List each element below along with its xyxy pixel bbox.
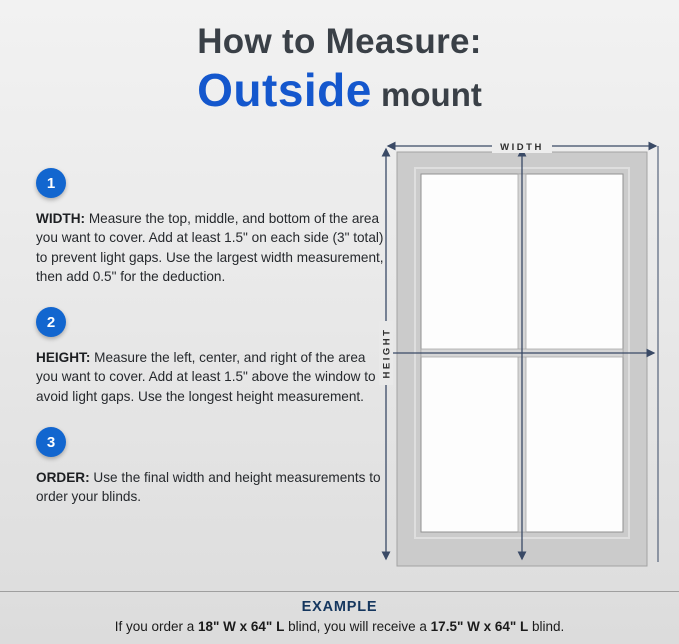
step-1-badge: 1	[36, 168, 66, 198]
width-label: WIDTH	[500, 142, 544, 153]
example-heading: EXAMPLE	[301, 599, 378, 615]
title-accent-outside: Outside	[197, 64, 372, 116]
example-text	[0, 619, 679, 644]
window-measurement-diagram	[372, 128, 672, 588]
width-label-group	[492, 140, 552, 153]
step-2-badge: 2	[36, 307, 66, 337]
page-title	[0, 22, 679, 117]
steps-list	[36, 168, 386, 528]
example-section	[0, 591, 679, 644]
step-1-width	[36, 168, 386, 286]
step-3-text	[36, 468, 386, 507]
title-mount: mount	[371, 76, 482, 113]
step-2-body: Measure the left, center, and right of the area you want to cover. Add at least 1.5" above the window to avoid light gaps. Use the longest height measurement.	[36, 350, 376, 404]
example-prefix: If you order a	[114, 619, 198, 634]
step-1-body: Measure the top, middle, and bottom of the area you want to cover. Add at least 1.5" on each side (3" total) to prevent light gaps. Use the largest width measurement, then add 0.5" for the deduction.	[36, 211, 384, 284]
step-2-text	[36, 348, 386, 406]
height-label: HEIGHT	[381, 327, 393, 379]
example-suffix: blind.	[528, 619, 565, 634]
step-1-label: WIDTH:	[36, 211, 86, 226]
step-3-badge: 3	[36, 427, 66, 457]
height-label-group	[379, 321, 393, 385]
title-line1: How to Measure:	[197, 22, 482, 61]
step-3-label: ORDER:	[36, 470, 90, 486]
title-line2	[0, 63, 679, 117]
step-2-label: HEIGHT:	[36, 350, 91, 366]
step-1-text	[36, 209, 386, 286]
step-3-body: Use the final width and height measurements to order your blinds.	[36, 470, 381, 505]
example-middle: blind, you will receive a	[284, 619, 431, 634]
example-order-size: 18" W x 64" L	[198, 619, 285, 634]
example-receive-size: 17.5" W x 64" L	[430, 619, 529, 634]
step-2-height	[36, 307, 386, 406]
step-3-order	[36, 427, 386, 507]
